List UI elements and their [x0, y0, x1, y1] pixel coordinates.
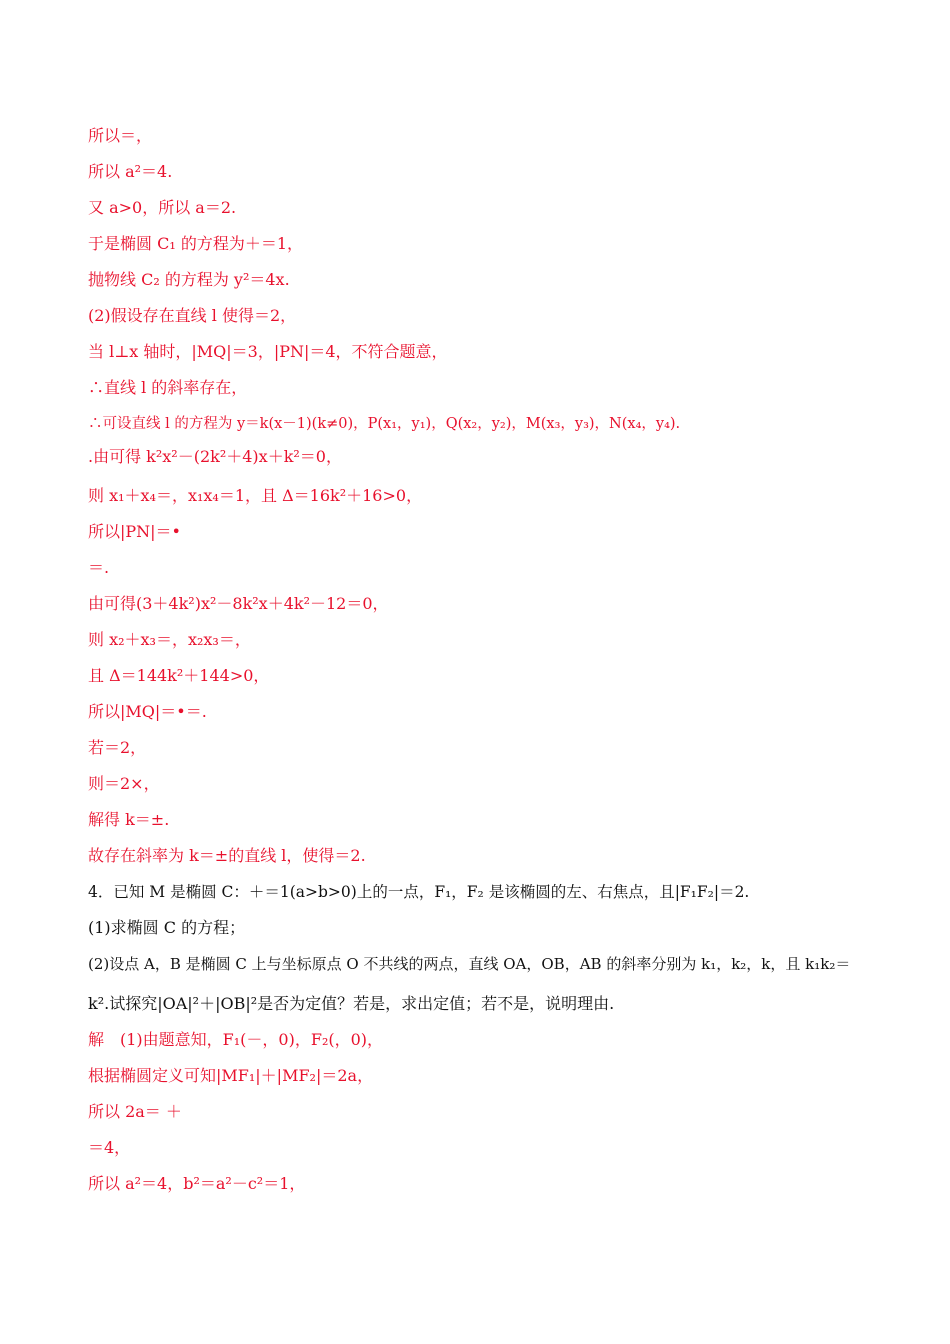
text-line: 所以|PN|＝• [88, 522, 181, 541]
text-line: ∴可设直线 l 的方程为 y＝k(x－1)(k≠0)，P(x₁，y₁)，Q(x₂，y₂)，M(x₃，y₃)，N(x₄，y₄). [88, 416, 681, 432]
text-line: 所以|MQ|＝•＝. [88, 702, 207, 721]
text-line: 则 x₂＋x₃＝，x₂x₃＝， [88, 630, 251, 649]
text-line: 故存在斜率为 k＝±的直线 l，使得＝2. [88, 846, 366, 865]
text-line: 则＝2×， [88, 774, 160, 793]
text-line: 于是椭圆 C₁ 的方程为＋＝1， [88, 234, 304, 253]
problem-line: (2)设点 A，B 是椭圆 C 上与坐标原点 O 不共线的两点，直线 OA，OB，AB 的斜率分别为 k₁，k₂，k，且 k₁k₂＝ [88, 955, 851, 973]
text-line: 则 x₁＋x₄＝，x₁x₄＝1，且 Δ＝16k²＋16>0， [88, 486, 423, 505]
text-line: 解得 k＝±. [88, 810, 170, 829]
text-line: 解 (1)由题意知，F₁(－，0)，F₂(，0)， [88, 1030, 384, 1049]
text-line: 所以 2a＝ ＋ [88, 1102, 182, 1121]
text-line: 若＝2， [88, 738, 147, 757]
text-line: (2)假设存在直线 l 使得＝2， [88, 306, 297, 325]
text-line: 由可得(3＋4k²)x²－8k²x＋4k²－12＝0， [88, 594, 389, 613]
text-line: 根据椭圆定义可知|MF₁|＋|MF₂|＝2a， [88, 1066, 374, 1085]
problem-line: 4．已知 M 是椭圆 C：＋＝1(a>b>0)上的一点，F₁，F₂ 是该椭圆的左、右焦点，且|F₁F₂|＝2. [88, 883, 750, 901]
text-line: ＝. [88, 558, 110, 577]
text-line: ＝4， [88, 1138, 131, 1157]
text-line: 抛物线 C₂ 的方程为 y²＝4x. [88, 270, 290, 289]
text-line: 又 a>0，所以 a＝2. [88, 198, 237, 217]
text-line: 所以＝， [88, 126, 153, 145]
text-line: .由可得 k²x²－(2k²＋4)x＋k²＝0， [88, 447, 342, 466]
text-line: 所以 a²＝4. [88, 162, 173, 181]
text-line: ∴直线 l 的斜率存在， [88, 378, 248, 397]
text-line: 且 Δ＝144k²＋144>0， [88, 666, 270, 685]
text-line: 当 l⊥x 轴时，|MQ|＝3，|PN|＝4，不符合题意， [88, 342, 448, 361]
text-line: 所以 a²＝4，b²＝a²－c²＝1， [88, 1174, 306, 1193]
problem-line: (1)求椭圆 C 的方程； [88, 918, 246, 937]
problem-line: k².试探究|OA|²＋|OB|²是否为定值？若是，求出定值；若不是，说明理由. [88, 994, 615, 1013]
